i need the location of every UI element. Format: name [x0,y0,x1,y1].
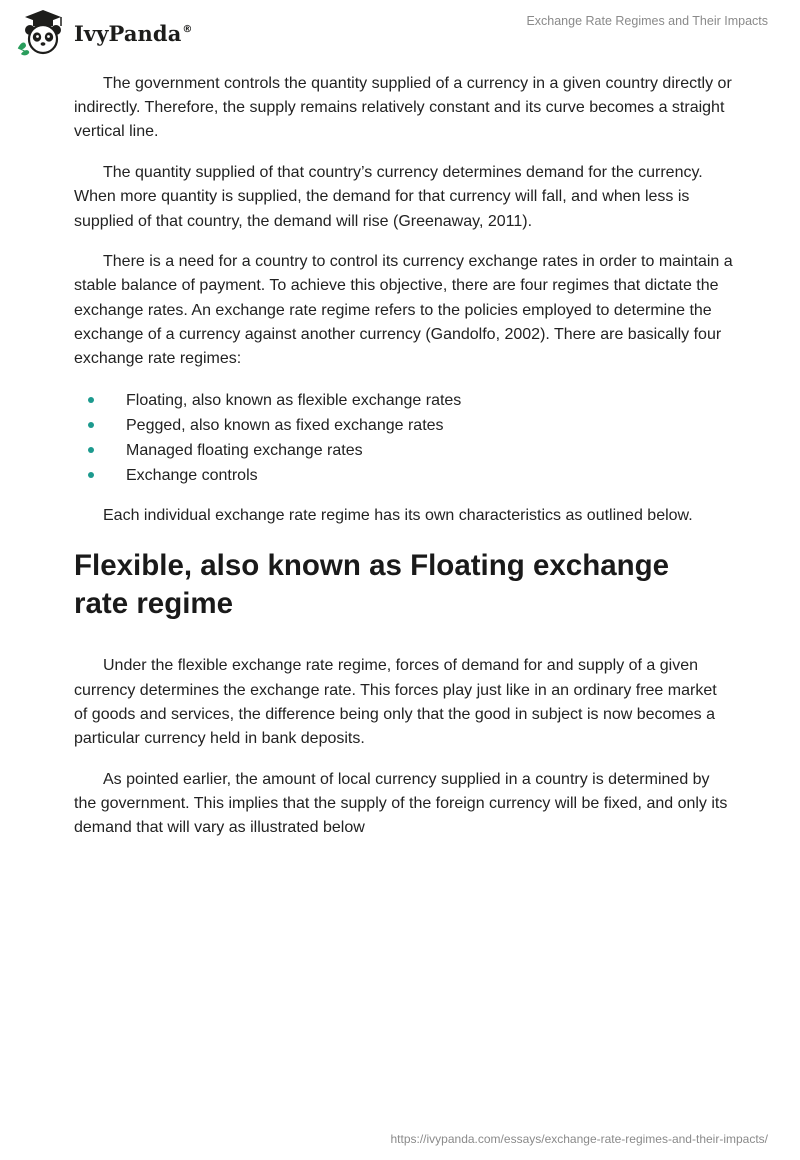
panda-graduate-logo-icon [14,8,72,56]
list-item [74,388,734,413]
list-item [74,413,734,438]
document-title: Exchange Rate Regimes and Their Impacts [526,14,768,28]
list-item-text: Floating, also known as flexible exchange rates [126,391,462,409]
list-item-text: Pegged, also known as fixed exchange rates [126,416,444,434]
source-url: https://ivypanda.com/essays/exchange-rate-regimes-and-their-impacts/ [390,1132,768,1146]
paragraph: Each individual exchange rate regime has its own characteristics as outlined below. [103,507,693,525]
registered-mark: ® [182,23,193,35]
bullet-dot-icon [88,472,94,478]
list-item-text: Managed floating exchange rates [126,441,363,459]
paragraph: The government controls the quantity supplied of a currency in a given country directly or indirectly. Therefore, the supply remains relatively constant and its curve becomes a straight vertical line. [74,75,732,141]
regimes-list [74,388,734,488]
bullet-dot-icon [88,422,94,428]
list-item [74,463,734,488]
bullet-dot-icon [88,397,94,403]
bullet-dot-icon [88,447,94,453]
list-item [74,438,734,463]
paragraph: The quantity supplied of that country’s currency determines demand for the currency. When more quantity is supplied, the demand for that currency will fall, and when less is supplied of that country, the demand will rise (Greenaway, 2011). [74,164,703,230]
ivypanda-logo-link[interactable] [14,8,193,56]
brand-name: IvyPanda® [74,20,193,46]
section-heading: Flexible, also known as Floating exchange rate regime [74,549,670,621]
paragraph: As pointed earlier, the amount of local currency supplied in a country is determined by the government. This implies that the supply of the foreign currency will be fixed, and only its demand that will vary as illustrated below [74,770,728,837]
page-header [0,0,800,64]
paragraph: There is a need for a country to control its currency exchange rates in order to maintain a stable balance of payment. To achieve this objective, there are four regimes that dictate the exchange rates. An exchange rate regime refers to the policies employed to determine the exchange of a currency against another currency (Gandolfo, 2002). There are basically four exchange rate regimes: [74,253,733,368]
paragraph: Under the flexible exchange rate regime, forces of demand for and supply of a given currency determines the exchange rate. This forces play just like in an ordinary free market of goods and services, the difference being only that the good in subject is now becomes a particular currency held in bank deposits. [74,657,717,748]
list-item-text: Exchange controls [126,466,258,484]
essay-content [74,72,734,857]
